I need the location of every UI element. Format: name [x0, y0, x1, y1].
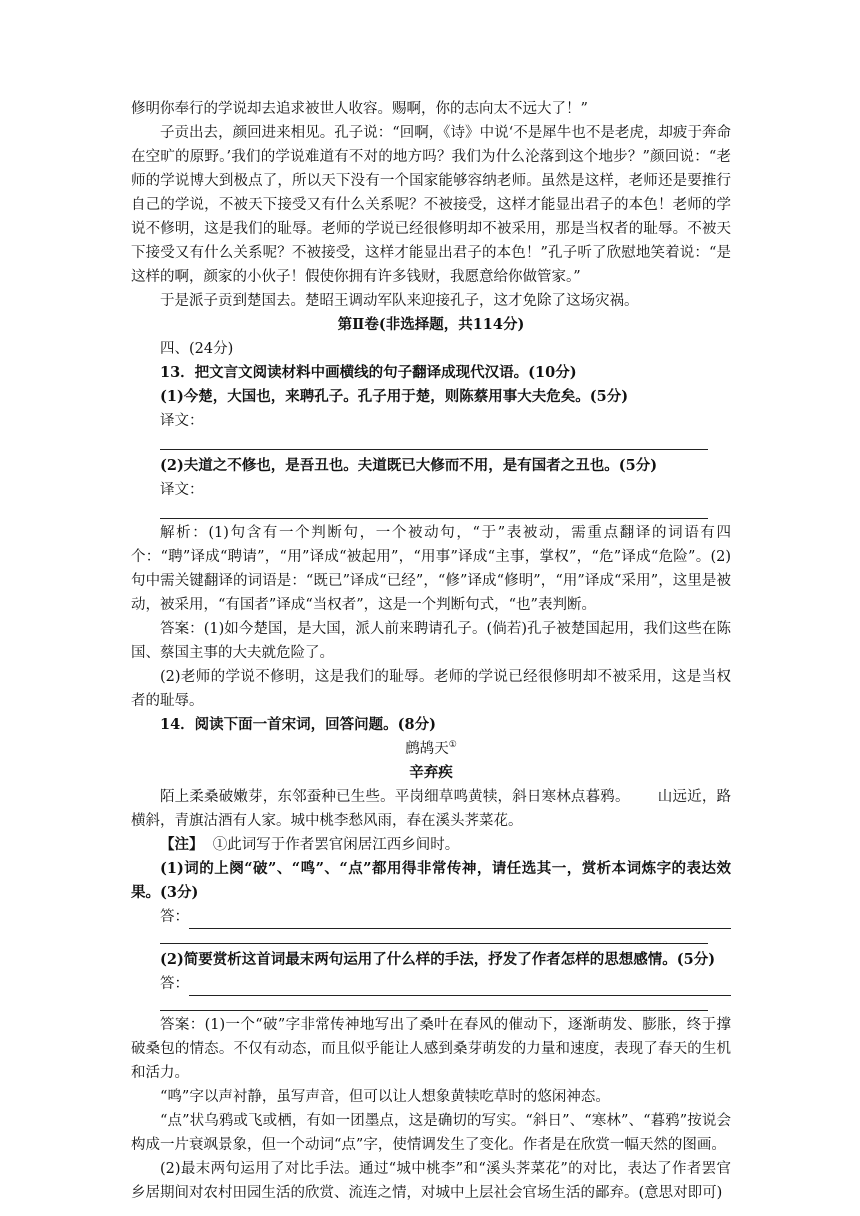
answer-line [160, 433, 708, 450]
translation-label-2: 译文： [160, 482, 204, 498]
answer-line [160, 502, 708, 519]
answer-14-dian: “点”状乌鸦或飞或栖，有如一团墨点，这是确切的写实。“斜日”、“寒林”、“暮鸦”按说会构成一片衰飒景象，但一个动词“点”字，使情调发生了变化。作者是在欣赏一幅天然的图画。 [131, 1113, 731, 1153]
paragraph-ending: 于是派子贡到楚国去。楚昭王调动军队来迎接孔子，这才免除了这场灾祸。 [160, 293, 639, 309]
question-13-part-1: (1)今楚，大国也，来聘孔子。孔子用于楚，则陈蔡用事大夫危矣。(5分) [160, 388, 629, 405]
poem-title [131, 737, 731, 761]
answer-fill-line [189, 910, 731, 929]
paragraph-continuation: 修明你奉行的学说却去追求被世人收容。赐啊，你的志向太不远大了！” [131, 101, 588, 117]
section-four-heading: 四、(24分) [160, 341, 234, 357]
note-text: ①此词写于作者罢官闲居江西乡间时。 [212, 837, 460, 853]
volume-two-heading: 第Ⅱ卷(非选择题，共114分) [337, 316, 525, 333]
footnote-mark: ① [448, 740, 457, 751]
note-label: 【注】 [160, 836, 204, 853]
answer-prompt-2 [131, 972, 731, 996]
answer-14-ming: “鸣”字以声衬静，虽写声音，但可以让人想象黄犊吃草时的悠闲神态。 [160, 1089, 610, 1105]
poem-title-text: 鹧鸪天 [405, 741, 449, 757]
poem-note [131, 833, 731, 857]
question-14-part-2: (2)简要赏析这首词最末两句运用了什么样的手法，抒发了作者怎样的思想感情。(5分) [160, 951, 716, 968]
answer-14-1: 答案：(1)一个“破”字非常传神地写出了桑叶在春风的催动下，逐渐萌发、膨胀，终于撑破桑包的情态。不仅有动态，而且似乎能让人感到桑芽萌发的力量和速度，表现了春天的生机和活力。 [131, 1017, 731, 1081]
poem-body [131, 785, 731, 833]
answer-prompt-1 [131, 905, 731, 929]
question-14-part-1: (1)词的上阕“破”、“鸣”、“点”都用得非常传神，请任选其一，赏析本词炼字的表达效果。(3分) [131, 860, 731, 901]
analysis-13: 解析：(1)句含有一个判断句，一个被动句，“于”表被动，需重点翻译的词语有四个：“聘”译成“聘请”，“用”译成“被起用”，“用事”译成“主事，掌权”，“危”译成“危险”。(2)句中需关键翻译的词语是：“既已”译成“已经”，“修”译成“修明”，“用”译成“采用”，这里是被动，被采用，“有国者”译成“当权者”，这是一个判断句式，“也”表判断。 [131, 525, 731, 613]
poem-lower-stanza: 山远近，路横斜，青旗沽酒有人家。城中桃李愁风雨，春在溪头荠菜花。 [131, 789, 732, 829]
poem-upper-stanza: 陌上柔桑破嫩芽，东邻蚕种已生些。平岗细草鸣黄犊，斜日寒林点暮鸦。 [160, 789, 630, 805]
translation-label-1: 译文： [160, 413, 204, 429]
document-page [131, 97, 731, 1205]
answer-line [160, 996, 708, 1011]
answer-14-2: (2)最末两句运用了对比手法。通过“城中桃李”和“溪头荠菜花”的对比，表达了作者罢官乡居期间对农村田园生活的欣赏、流连之情，对城中上层社会官场生活的鄙弃。(意思对即可) [131, 1161, 731, 1201]
answer-13-1: 答案：(1)如今楚国，是大国，派人前来聘请孔子。(倘若)孔子被楚国起用，我们这些在陈国、蔡国主事的大夫就危险了。 [131, 621, 731, 661]
answer-label: 答： [160, 976, 189, 992]
answer-13-2: (2)老师的学说不修明，这是我们的耻辱。老师的学说已经很修明却不被采用，这是当权者的耻辱。 [131, 669, 731, 709]
answer-fill-line [189, 977, 731, 996]
question-14: 14．阅读下面一首宋词，回答问题。(8分) [160, 716, 436, 733]
answer-label: 答： [160, 909, 189, 925]
answer-line [160, 929, 708, 944]
question-13: 13．把文言文阅读材料中画横线的句子翻译成现代汉语。(10分) [160, 364, 577, 381]
question-13-part-2: (2)夫道之不修也，是吾丑也。夫道既已大修而不用，是有国者之丑也。(5分) [160, 457, 658, 474]
paragraph-zigong: 子贡出去，颜回进来相见。孔子说：“回啊，《诗》中说‘不是犀牛也不是老虎，却疲于奔命在空旷的原野。’我们的学说难道有不对的地方吗？我们为什么沦落到这个地步？”颜回说：“老师的学说博大到极点了，所以天下没有一个国家能够容纳老师。虽然是这样，老师还是要推行自己的学说，不被天下接受又有什么关系呢？不被接受，这样才能显出君子的本色！老师的学说不修明，这是我们的耻辱。老师的学说已经很修明却不被采用，那是当权者的耻辱。不被天下接受又有什么关系呢？不被接受，这样才能显出君子的本色！”孔子听了欣慰地笑着说：“是这样的啊，颜家的小伙子！假使你拥有许多钱财，我愿意给你做管家。” [131, 125, 731, 285]
poem-author: 辛弃疾 [409, 764, 453, 781]
